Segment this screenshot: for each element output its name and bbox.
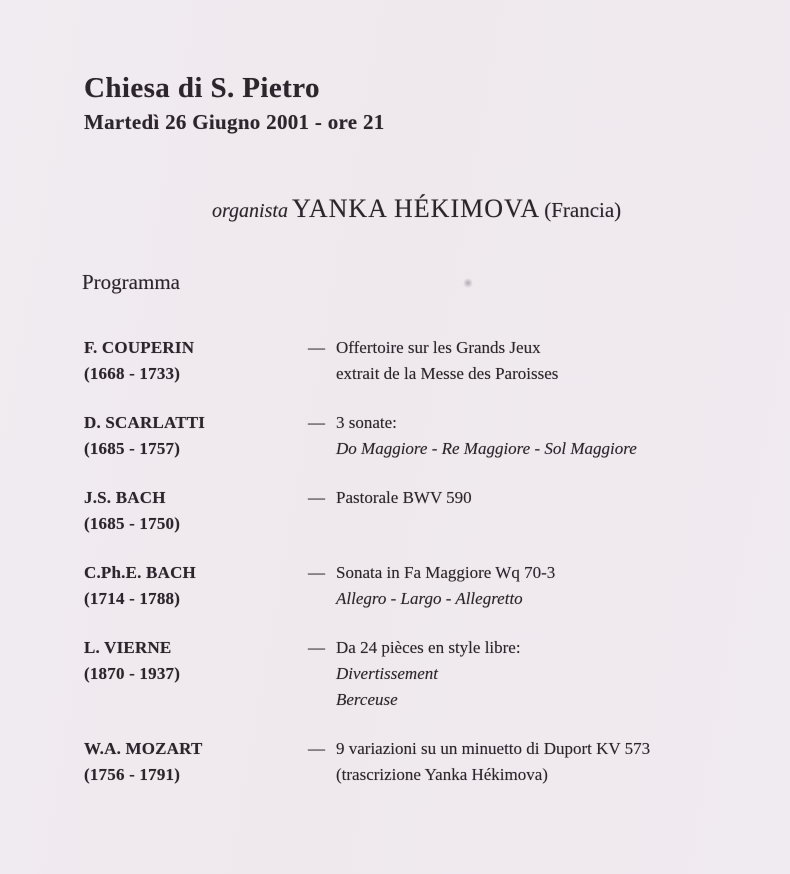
work-line: Offertoire sur les Grands Jeux <box>336 338 541 358</box>
organist-country: (Francia) <box>544 198 622 223</box>
composer-name: C.Ph.E. BACH <box>84 563 196 583</box>
program-entry <box>84 410 790 462</box>
composer-years: (1714 - 1788) <box>84 589 181 609</box>
composer-column <box>84 410 308 462</box>
composer-column <box>84 485 308 537</box>
program-entry <box>84 736 790 788</box>
composer-name: D. SCARLATTI <box>84 413 206 433</box>
em-dash: — <box>308 338 325 358</box>
organist-line <box>212 194 790 224</box>
work-line: Berceuse <box>336 690 398 710</box>
work-lines <box>336 560 790 612</box>
composer-years: (1870 - 1937) <box>84 664 181 684</box>
composer-name: W.A. MOZART <box>84 739 203 759</box>
composer-years: (1685 - 1750) <box>84 514 181 534</box>
organist-role-label: organista <box>212 200 288 223</box>
program-entry <box>84 635 790 713</box>
work-lines <box>336 635 790 713</box>
work-line: Sonata in Fa Maggiore Wq 70-3 <box>336 563 556 583</box>
work-lines <box>336 410 790 462</box>
work-line: (trascrizione Yanka Hékimova) <box>336 765 548 785</box>
work-line: Do Maggiore - Re Maggiore - Sol Maggiore <box>336 439 637 459</box>
program-section-label: Programma <box>82 270 180 295</box>
em-dash: — <box>308 413 325 433</box>
composer-name: J.S. BACH <box>84 488 166 508</box>
program-entry <box>84 335 790 387</box>
work-line: 9 variazioni su un minuetto di Duport KV 573 <box>336 739 651 759</box>
scan-speck <box>463 278 473 288</box>
composer-column <box>84 560 308 612</box>
composer-name: L. VIERNE <box>84 638 172 658</box>
page-header <box>0 0 790 134</box>
composer-years: (1668 - 1733) <box>84 364 181 384</box>
composer-years: (1685 - 1757) <box>84 439 181 459</box>
page-title: Chiesa di S. Pietro <box>84 72 320 104</box>
work-line: Divertissement <box>336 664 438 684</box>
composer-years: (1756 - 1791) <box>84 765 181 785</box>
work-line: 3 sonate: <box>336 413 397 433</box>
composer-name: F. COUPERIN <box>84 338 195 358</box>
organist-name: YANKA HÉKIMOVA <box>291 194 541 224</box>
work-line: extrait de la Messe des Paroisses <box>336 364 559 384</box>
em-dash: — <box>308 488 325 508</box>
em-dash: — <box>308 739 325 759</box>
work-lines <box>336 736 790 788</box>
em-dash: — <box>308 638 325 658</box>
event-date-line: Martedì 26 Giugno 2001 - ore 21 <box>84 110 385 135</box>
program-list <box>84 335 790 788</box>
composer-column <box>84 736 308 788</box>
work-line: Pastorale BWV 590 <box>336 488 472 508</box>
work-line: Allegro - Largo - Allegretto <box>336 589 523 609</box>
composer-column <box>84 635 308 687</box>
work-lines <box>336 485 790 511</box>
em-dash: — <box>308 563 325 583</box>
program-entry <box>84 560 790 612</box>
composer-column <box>84 335 308 387</box>
work-lines <box>336 335 790 387</box>
program-entry <box>84 485 790 537</box>
work-line: Da 24 pièces en style libre: <box>336 638 521 658</box>
